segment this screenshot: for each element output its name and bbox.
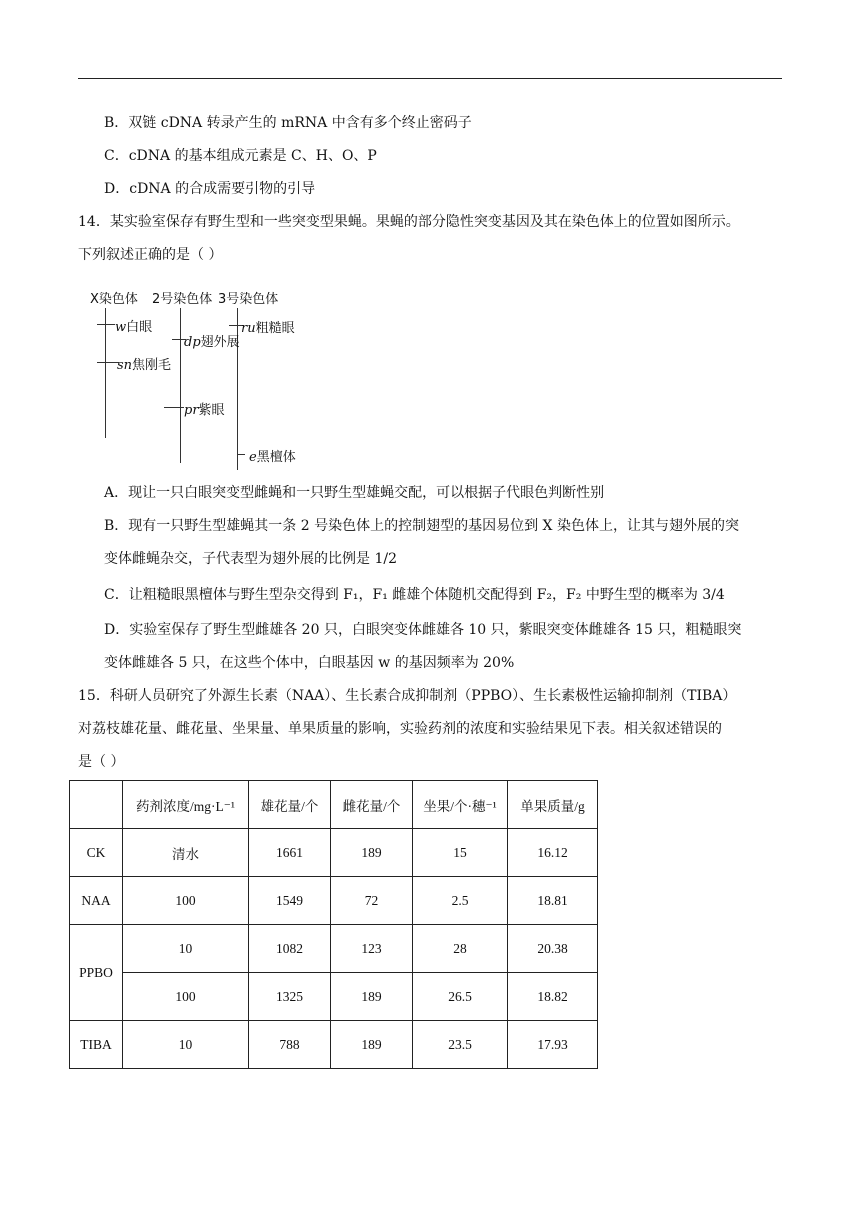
table-cell: 26.5: [413, 973, 508, 1021]
table-header: 雄花量/个: [249, 781, 331, 829]
table-header: 药剂浓度/mg·L⁻¹: [123, 781, 249, 829]
table-cell: CK: [70, 829, 123, 877]
table-cell: 1325: [249, 973, 331, 1021]
q15-stem: 15．科研人员研究了外源生长素（NAA）、生长素合成抑制剂（PPBO）、生长素极性运输抑制剂（TIBA）: [78, 688, 737, 704]
table-row: [70, 1021, 598, 1069]
table-cell: 100: [123, 877, 249, 925]
table-row: [70, 925, 598, 973]
q14-option-b-cont: 变体雌蝇杂交，子代表型为翅外展的比例是 1/2: [104, 551, 397, 567]
table-cell: 10: [123, 925, 249, 973]
table-cell: 189: [331, 829, 413, 877]
table-cell: 17.93: [508, 1021, 598, 1069]
gene-w: w白眼: [115, 320, 153, 335]
gene-e: e黑檀体: [249, 450, 296, 465]
table-cell: 15: [413, 829, 508, 877]
q13-option-b: B．双链 cDNA 转录产生的 mRNA 中含有多个终止密码子: [104, 115, 472, 131]
header-rule: [78, 78, 782, 79]
table-cell: 1661: [249, 829, 331, 877]
table-cell: 18.82: [508, 973, 598, 1021]
gene-dp: dp翅外展: [184, 335, 240, 350]
chromosome-diagram: [84, 286, 324, 472]
table-cell: NAA: [70, 877, 123, 925]
table-header: [70, 781, 123, 829]
table-cell: 10: [123, 1021, 249, 1069]
table-cell: 72: [331, 877, 413, 925]
table-cell: 1082: [249, 925, 331, 973]
q13-option-d: D．cDNA 的合成需要引物的引导: [104, 181, 316, 197]
table-cell: 1549: [249, 877, 331, 925]
q14-stem: 14．某实验室保存有野生型和一些突变型果蝇。果蝇的部分隐性突变基因及其在染色体上的位置如图所示。: [78, 214, 740, 230]
table-row: [70, 973, 598, 1021]
gene-sn: sn焦刚毛: [117, 358, 172, 373]
table-cell: 23.5: [413, 1021, 508, 1069]
table-header: 坐果/个·穗⁻¹: [413, 781, 508, 829]
q14-option-c: C．让粗糙眼黑檀体与野生型杂交得到 F₁，F₁ 雌雄个体随机交配得到 F₂，F₂ 中野生型的概率为 3/4: [104, 587, 725, 603]
chromosome-2: [180, 308, 181, 463]
chromosome-label-x: X染色体: [90, 292, 138, 307]
table-cell: TIBA: [70, 1021, 123, 1069]
table-cell: 788: [249, 1021, 331, 1069]
chromosome-label-3: 3号染色体: [218, 292, 279, 307]
table-cell: 20.38: [508, 925, 598, 973]
q15-stem-cont2: 是（ ）: [78, 754, 125, 770]
q14-stem-cont: 下列叙述正确的是（ ）: [78, 247, 223, 263]
gene-ru: ru粗糙眼: [241, 321, 295, 336]
table-row: [70, 877, 598, 925]
table-cell: 100: [123, 973, 249, 1021]
chromosome-x: [105, 308, 106, 438]
chromosome-label-2: 2号染色体: [152, 292, 213, 307]
q15-stem-cont: 对荔枝雄花量、雌花量、坐果量、单果质量的影响，实验药剂的浓度和实验结果见下表。相关叙述错误的: [78, 721, 722, 737]
q14-option-d-cont: 变体雌雄各 5 只，在这些个体中，白眼基因 w 的基因频率为 20%: [104, 655, 515, 671]
table-row: [70, 829, 598, 877]
table-header: 雌花量/个: [331, 781, 413, 829]
q13-option-c: C．cDNA 的基本组成元素是 C、H、O、P: [104, 148, 377, 164]
table-header: 单果质量/g: [508, 781, 598, 829]
table-cell: 189: [331, 973, 413, 1021]
table-cell: 清水: [123, 829, 249, 877]
table-cell: PPBO: [70, 925, 123, 1021]
table-cell: 16.12: [508, 829, 598, 877]
table-cell: 28: [413, 925, 508, 973]
table-header-row: [70, 781, 598, 829]
q14-option-b: B．现有一只野生型雄蝇其一条 2 号染色体上的控制翅型的基因易位到 X 染色体上，让其与翅外展的突: [104, 518, 739, 534]
table-cell: 123: [331, 925, 413, 973]
results-table: [69, 780, 598, 1069]
gene-pr: pr紫眼: [184, 403, 225, 418]
table-cell: 18.81: [508, 877, 598, 925]
table-cell: 189: [331, 1021, 413, 1069]
table-cell: 2.5: [413, 877, 508, 925]
q14-option-d: D．实验室保存了野生型雌雄各 20 只，白眼突变体雌雄各 10 只，紫眼突变体雌雄各 15 只，粗糙眼突: [104, 622, 742, 638]
q14-option-a: A．现让一只白眼突变型雌蝇和一只野生型雄蝇交配，可以根据子代眼色判断性别: [104, 485, 605, 501]
